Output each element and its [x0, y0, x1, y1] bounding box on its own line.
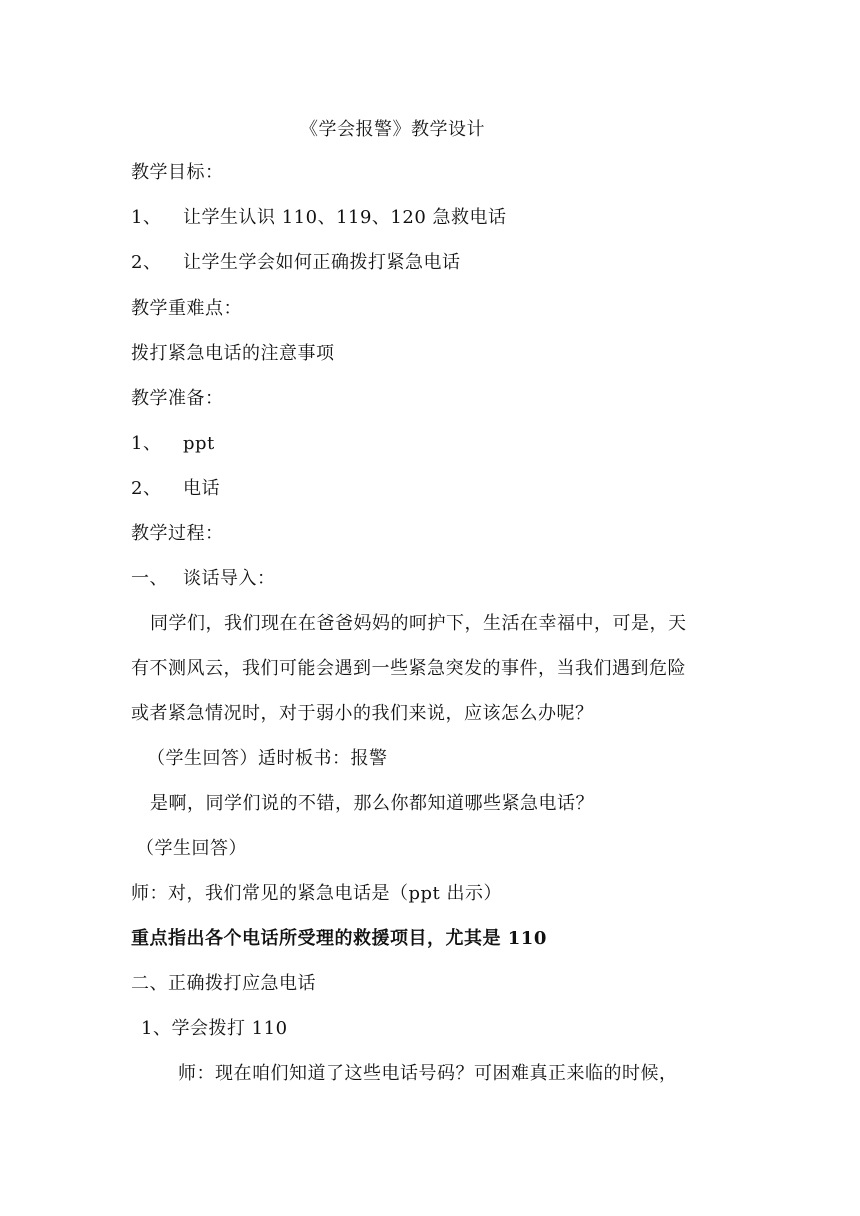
paragraph-1-line-3: 或者紧急情况时，对于弱小的我们来说，应该怎么办呢？	[131, 703, 594, 724]
preparation-heading: 教学准备：	[131, 388, 224, 409]
subsection-1-heading: 1、学会拨打 110	[141, 1018, 288, 1039]
goal-item-1-number: 1、	[131, 207, 162, 228]
emphasis-line: 重点指出各个电话所受理的救援项目，尤其是 110	[131, 928, 547, 949]
teacher-line-4: 师：现在咱们知道了这些电话号码？可困难真正来临的时候，	[178, 1063, 678, 1084]
section-1-number: 一、	[131, 568, 168, 589]
goal-item-2-text: 让学生学会如何正确拨打紧急电话	[183, 252, 461, 273]
preparation-item-2-number: 2、	[131, 478, 162, 499]
section-2-heading: 二、正确拨打应急电话	[131, 973, 316, 994]
preparation-item-1-number: 1、	[131, 433, 162, 454]
preparation-item-1-text: ppt	[183, 433, 215, 454]
paragraph-1-line-1: 同学们，我们现在在爸爸妈妈的呵护下，生活在幸福中，可是，天	[150, 613, 687, 634]
section-1-title: 谈话导入：	[183, 568, 276, 589]
goals-heading: 教学目标：	[131, 162, 224, 183]
goal-item-1	[131, 205, 507, 231]
section-1-heading	[131, 566, 276, 592]
student-answer-1: （学生回答）适时板书：报警	[147, 748, 388, 769]
teacher-line-2: 是啊，同学们说的不错，那么你都知道哪些紧急电话？	[150, 793, 594, 814]
preparation-item-1	[131, 431, 215, 457]
goal-item-1-text: 让学生认识 110、119、120 急救电话	[183, 207, 507, 228]
preparation-item-2	[131, 476, 220, 502]
goal-item-2	[131, 250, 461, 276]
document-title: 《学会报警》教学设计	[300, 119, 485, 140]
paragraph-1-line-2: 有不测风云，我们可能会遇到一些紧急突发的事件，当我们遇到危险	[131, 658, 686, 679]
teacher-line-3: 师：对，我们常见的紧急电话是（ppt 出示）	[131, 883, 502, 904]
goal-item-2-number: 2、	[131, 252, 162, 273]
process-heading: 教学过程：	[131, 523, 224, 544]
key-points-text: 拨打紧急电话的注意事项	[131, 343, 335, 364]
key-points-heading: 教学重难点：	[131, 298, 242, 319]
preparation-item-2-text: 电话	[183, 478, 220, 499]
student-answer-2: （学生回答）	[136, 838, 247, 859]
